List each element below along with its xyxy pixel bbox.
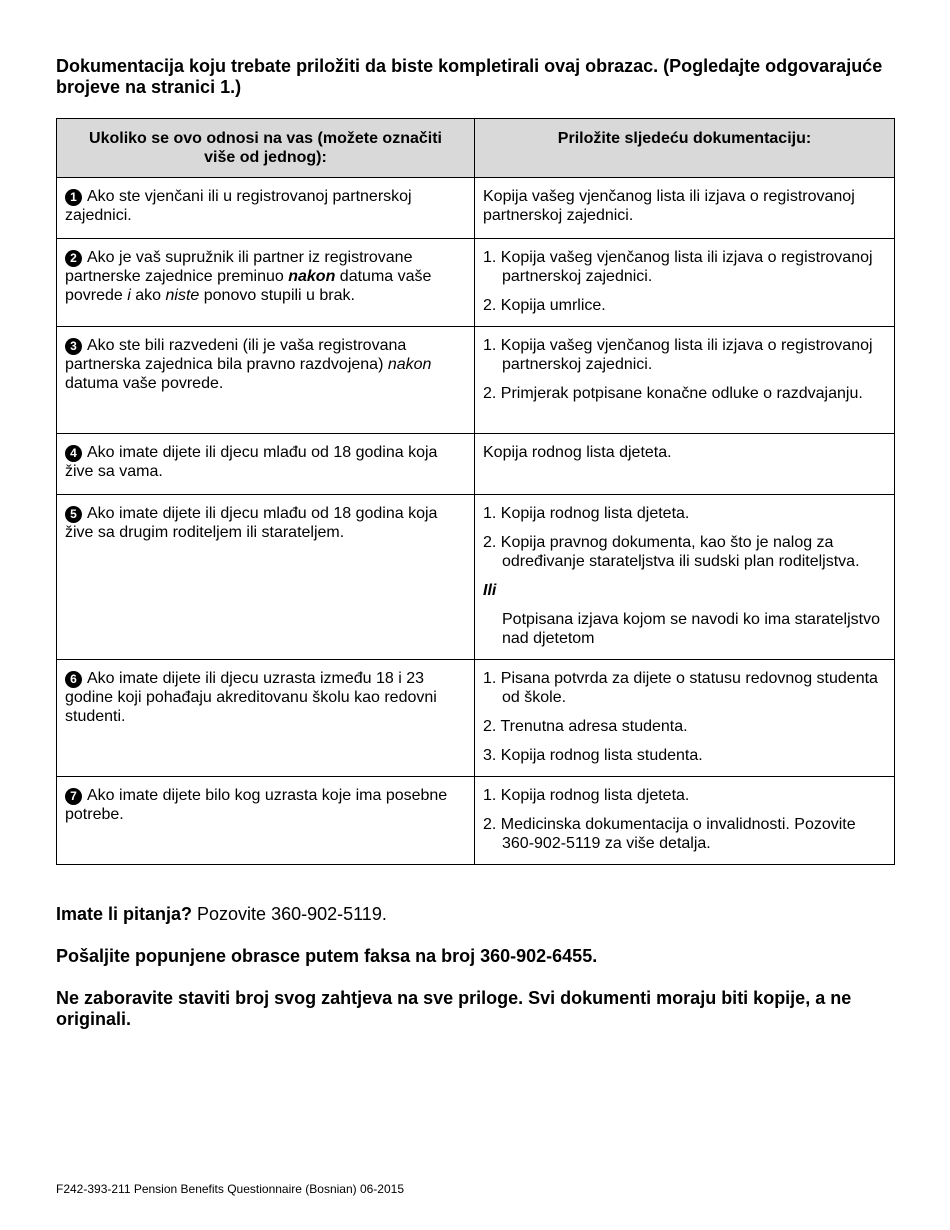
condition-cell: [57, 660, 475, 777]
condition-text: ako: [130, 287, 166, 304]
number-2-icon: 2: [65, 250, 82, 267]
condition-text: Ako imate dijete ili djecu mlađu od 18 godina koja žive sa vama.: [65, 444, 438, 480]
document-list: [483, 786, 886, 853]
table-row: [57, 239, 895, 327]
emphasis-text: niste: [165, 287, 200, 304]
document-cell: [475, 178, 895, 239]
condition-text: ponovo stupili u brak.: [199, 287, 355, 304]
condition-cell: [57, 495, 475, 660]
list-item: 1. Kopija rodnog lista djeteta.: [483, 787, 690, 804]
questions-text: Pozovite 360-902-5119.: [192, 904, 387, 924]
condition-cell: [57, 777, 475, 865]
document-cell: [475, 495, 895, 660]
condition-cell: [57, 178, 475, 239]
questions-line: [56, 904, 894, 925]
number-4-icon: 4: [65, 445, 82, 462]
document-cell: [475, 777, 895, 865]
list-item: 2. Kopija umrlice.: [483, 297, 606, 314]
condition-text: Ako imate dijete ili djecu mlađu od 18 godina koja žive sa drugim roditeljem ili starateljem.: [65, 505, 438, 541]
condition-text: Ako imate dijete ili djecu uzrasta između 18 i 23 godine koji pohađaju akreditovanu školu kao redovni studenti.: [65, 670, 437, 725]
document-list: [483, 504, 886, 571]
list-item: 2. Trenutna adresa studenta.: [483, 718, 688, 735]
reminder-text: Ne zaboravite staviti broj svog zahtjeva na sve priloge. Svi dokumenti moraju biti kopije, a ne originali.: [56, 988, 852, 1029]
condition-cell: [57, 239, 475, 327]
condition-text: Ako je vaš supružnik ili partner iz registrovane partnerske zajednice preminuo: [65, 249, 413, 285]
questions-label: Imate li pitanja?: [56, 904, 193, 924]
table-row: [57, 327, 895, 434]
condition-text: datuma vaše povrede.: [65, 375, 224, 392]
table-row: [57, 178, 895, 239]
col1-header: Ukoliko se ovo odnosi na vas (možete označiti više od jednog):: [57, 119, 475, 178]
number-6-icon: 6: [65, 671, 82, 688]
table-header-row: [57, 119, 895, 178]
list-item: 3. Kopija rodnog lista studenta.: [483, 747, 703, 764]
emphasis-text: i: [127, 287, 131, 304]
list-item: 1. Kopija vašeg vjenčanog lista ili izjava o registrovanoj partnerskoj zajednici.: [483, 249, 873, 285]
document-list: [483, 669, 886, 765]
documentation-table: [56, 118, 895, 865]
page-heading: Dokumentacija koju trebate priložiti da biste kompletirali ovaj obrazac. (Pogledajte odgovarajuće brojeve na stranici 1.): [56, 56, 883, 97]
emphasis-text: nakon: [288, 268, 336, 285]
page: [56, 56, 894, 1051]
number-7-icon: 7: [65, 788, 82, 805]
list-item: 1. Kopija vašeg vjenčanog lista ili izjava o registrovanoj partnerskoj zajednici.: [483, 337, 873, 373]
fax-instruction: Pošaljite popunjene obrasce putem faksa na broj 360-902-6455.: [56, 946, 598, 966]
document-list: [483, 336, 886, 403]
list-item: 2. Primjerak potpisane konačne odluke o razdvajanju.: [483, 385, 863, 402]
document-text: Kopija rodnog lista djeteta.: [483, 444, 672, 461]
col2-header: Priložite sljedeću dokumentaciju:: [475, 119, 895, 178]
condition-text: Ako ste vjenčani ili u registrovanoj partnerskoj zajednici.: [65, 188, 412, 224]
table-row: [57, 660, 895, 777]
document-cell: [475, 660, 895, 777]
document-cell: [475, 434, 895, 495]
contact-section: [56, 904, 894, 1030]
list-item: 2. Medicinska dokumentacija o invalidnosti. Pozovite 360-902-5119 za više detalja.: [483, 816, 856, 852]
list-item: 2. Kopija pravnog dokumenta, kao što je nalog za određivanje starateljstva ili sudski plan roditeljstva.: [483, 534, 860, 570]
emphasis-text: nakon: [387, 356, 432, 373]
or-label: Ili: [483, 582, 497, 599]
number-3-icon: 3: [65, 338, 82, 355]
list-item: 1. Kopija rodnog lista djeteta.: [483, 505, 690, 522]
document-cell: [475, 239, 895, 327]
document-cell: [475, 327, 895, 434]
form-footer: F242-393-211 Pension Benefits Questionnaire (Bosnian) 06-2015: [56, 1182, 404, 1196]
condition-text: Ako ste bili razvedeni (ili je vaša registrovana partnerska zajednica bila pravno razdvojena): [65, 337, 407, 373]
table-row: [57, 434, 895, 495]
table-row: [57, 495, 895, 660]
alternative-text: Potpisana izjava kojom se navodi ko ima starateljstvo nad djetetom: [502, 611, 880, 647]
list-item: 1. Pisana potvrda za dijete o statusu redovnog studenta od škole.: [483, 670, 878, 706]
number-5-icon: 5: [65, 506, 82, 523]
document-list: [483, 248, 886, 315]
condition-text: Ako imate dijete bilo kog uzrasta koje ima posebne potrebe.: [65, 787, 448, 823]
condition-text: datuma vaše povrede: [65, 268, 432, 304]
table-row: [57, 777, 895, 865]
number-1-icon: 1: [65, 189, 82, 206]
condition-cell: [57, 434, 475, 495]
condition-cell: [57, 327, 475, 434]
document-text: Kopija vašeg vjenčanog lista ili izjava o registrovanoj partnerskoj zajednici.: [483, 188, 855, 224]
